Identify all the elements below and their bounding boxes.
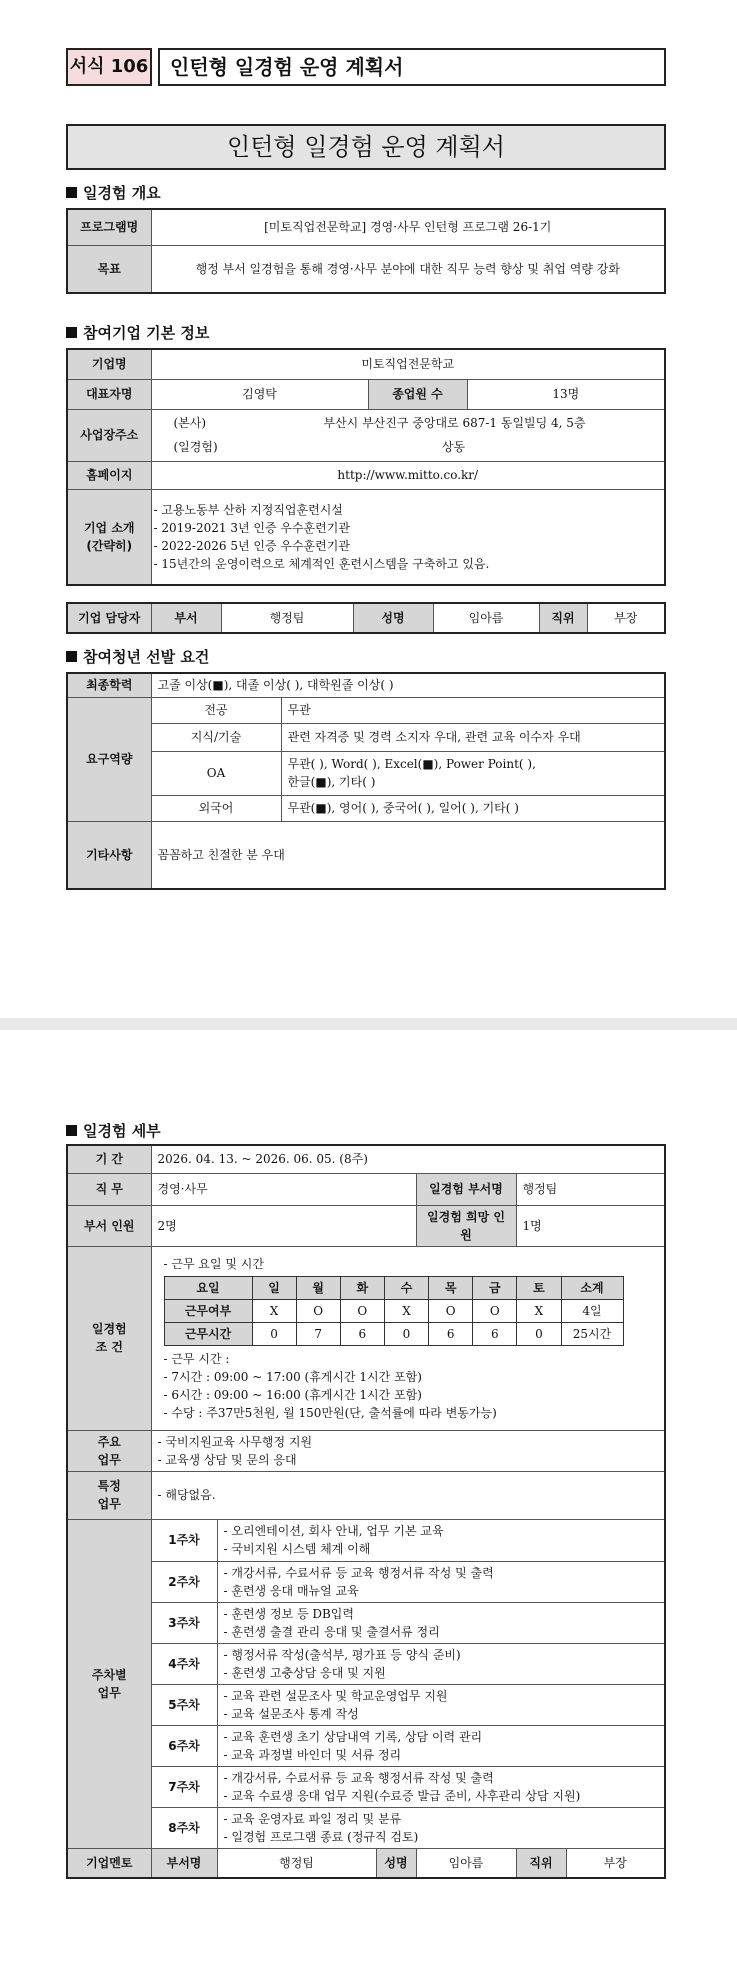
ceo-value: 김영탁 [151,379,368,409]
staff-label: 부서 인원 [67,1205,151,1246]
hq-label: (본사) [173,416,207,430]
lang-label: 외국어 [151,795,281,821]
major-value: 무관 [281,697,665,723]
section-company-heading: 참여기업 기본 정보 [66,322,209,343]
mentor-name-label: 성명 [376,1848,416,1878]
week-label: 8주차 [151,1807,217,1848]
address-label: 사업장주소 [67,409,151,461]
special-duty-value: - 해당없음. [151,1471,665,1519]
section-requirements-heading: 참여청년 선발 요건 [66,646,209,667]
skill-value: 관련 자격증 및 경력 소지자 우대, 관련 교육 이수자 우대 [281,723,665,751]
program-value: [미토직업전문학교] 경영·사무 인턴형 프로그램 26-1기 [151,209,665,245]
schedule-table [164,1276,624,1346]
intro-line: - 2019-2021 3년 인증 우수훈련기관 [153,520,350,535]
dept-value: 행정팀 [516,1173,665,1205]
site-label: (일경험) [173,440,218,454]
address-value [151,409,665,461]
major-label: 전공 [151,697,281,723]
main-duty-label: 주요 업무 [67,1430,151,1471]
manager-name-label: 성명 [353,603,433,633]
period-value: 2026. 04. 13. ~ 2026. 06. 05. (8주) [151,1145,665,1173]
program-label: 프로그램명 [67,209,151,245]
mentor-name-value: 임아름 [416,1848,516,1878]
cond-line: - 7시간 : 09:00 ~ 17:00 (휴게시간 1시간 포함) [163,1369,422,1384]
week-tasks: - 교육 훈련생 초기 상담내역 기록, 상담 이력 관리 - 교육 과정별 바인더 및 서류 정리 [217,1725,665,1766]
goal-label: 목표 [67,245,151,293]
mentor-position-label: 직위 [516,1848,566,1878]
week-tasks: - 행정서류 작성(출석부, 평가표 등 양식 준비) - 훈련생 고충상담 응대 및 지원 [217,1643,665,1684]
employees-label: 종업원 수 [368,379,467,409]
company-name-label: 기업명 [67,349,151,379]
skill-label: 지식/기술 [151,723,281,751]
cond-line: - 근무 시간 : [163,1351,230,1366]
main-title: 인턴형 일경험 운영 계획서 [66,124,666,170]
schedule-row-workdays: 근무여부 X O O X O O X 4일 [164,1299,623,1322]
manager-dept-label: 부서 [151,603,221,633]
week-tasks: - 개강서류, 수료서류 등 교육 행정서류 작성 및 출력 - 교육 수료생 응대 업무 지원(수료증 발급 준비, 사후관리 상담 지원) [217,1766,665,1807]
wish-value: 1명 [516,1205,665,1246]
manager-label: 기업 담당자 [67,603,151,633]
period-label: 기 간 [67,1145,151,1173]
form-title: 인턴형 일경험 운영 계획서 [158,48,666,86]
homepage-label: 홈페이지 [67,461,151,489]
intro-line: - 2022-2026 5년 인증 우수훈련기관 [153,538,350,553]
oa-label: OA [151,751,281,795]
cond-intro: - 근무 요일 및 시간 [163,1256,264,1271]
week-tasks: - 교육 관련 설문조사 및 학교운영업무 지원 - 교육 설문조사 통계 작성 [217,1684,665,1725]
job-value: 경영·사무 [151,1173,416,1205]
schedule-header-row: 요일 일 월 화 수 목 금 토 소계 [164,1276,623,1299]
edu-label: 최종학력 [67,673,151,697]
mentor-position-value: 부장 [566,1848,665,1878]
etc-label: 기타사항 [67,821,151,889]
week-label: 3주차 [151,1602,217,1643]
company-name-value: 미토직업전문학교 [151,349,665,379]
ceo-label: 대표자명 [67,379,151,409]
section-overview-heading: 일경험 개요 [66,182,161,203]
weekly-duty-label: 주차별 업무 [67,1519,151,1848]
main-duty-value: - 국비지원교육 사무행정 지원 - 교육생 상담 및 문의 응대 [151,1430,665,1471]
intro-label: 기업 소개 (간략히) [67,489,151,585]
manager-position-label: 직위 [539,603,587,633]
site-value: 상동 [441,440,466,454]
week-label: 7주차 [151,1766,217,1807]
week-label: 4주차 [151,1643,217,1684]
condition-value [151,1246,665,1430]
cond-line: - 6시간 : 09:00 ~ 16:00 (휴게시간 1시간 포함) [163,1387,422,1402]
week-label: 2주차 [151,1561,217,1602]
job-label: 직 무 [67,1173,151,1205]
special-duty-label: 특정 업무 [67,1471,151,1519]
intro-value [151,489,665,585]
oa-value: 무관( ), Word( ), Excel(■), Power Point( ), 한글(■), 기타( ) [281,751,665,795]
intro-line: - 고용노동부 산하 지정직업훈련시설 [153,502,343,517]
manager-dept-value: 행정팀 [221,603,353,633]
overview-table [66,208,666,294]
week-tasks: - 교육 운영자료 파일 정리 및 분류 - 일경험 프로그램 종료 (정규직 검토) [217,1807,665,1848]
mentor-dept-label: 부서명 [151,1848,217,1878]
goal-value: 행정 부서 일경험을 통해 경영·사무 분야에 대한 직무 능력 향상 및 취업 역량 강화 [151,245,665,293]
form-code: 서식 106 [66,48,152,86]
lang-value: 무관(■), 영어( ), 중국어( ), 일어( ), 기타( ) [281,795,665,821]
competency-label: 요구역량 [67,697,151,821]
week-tasks: - 개강서류, 수료서류 등 교육 행정서류 작성 및 출력 - 훈련생 응대 매뉴얼 교육 [217,1561,665,1602]
schedule-row-hours: 근무시간 0 7 6 0 6 6 0 25시간 [164,1322,623,1345]
section-details-heading: 일경험 세부 [66,1120,161,1141]
homepage-value: http://www.mitto.co.kr/ [151,461,665,489]
week-label: 1주차 [151,1519,217,1561]
hq-value: 부산시 부산진구 중앙대로 687-1 동일빌딩 4, 5층 [323,416,586,430]
week-label: 5주차 [151,1684,217,1725]
page-2 [0,1030,737,1969]
requirements-table [66,672,666,890]
etc-value: 꼼꼼하고 친절한 분 우대 [151,821,665,889]
intro-line: - 15년간의 운영이력으로 체계적인 훈련시스템을 구축하고 있음. [153,556,490,571]
company-table [66,348,666,586]
edu-value: 고졸 이상(■), 대졸 이상( ), 대학원졸 이상( ) [151,673,665,697]
condition-label: 일경험 조 건 [67,1246,151,1430]
week-tasks: - 오리엔테이션, 회사 안내, 업무 기본 교육 - 국비지원 시스템 체계 이해 [217,1519,665,1561]
mentor-dept-value: 행정팀 [217,1848,376,1878]
wish-label: 일경험 희망 인원 [416,1205,516,1246]
manager-position-value: 부장 [587,603,665,633]
week-tasks: - 훈련생 정보 등 DB입력 - 훈련생 출결 관리 응대 및 출결서류 정리 [217,1602,665,1643]
manager-name-value: 임아름 [433,603,539,633]
employees-value: 13명 [467,379,665,409]
week-label: 6주차 [151,1725,217,1766]
dept-label: 일경험 부서명 [416,1173,516,1205]
staff-value: 2명 [151,1205,416,1246]
details-table [66,1144,666,1879]
cond-line: - 수당 : 주37만5천원, 월 150만원(단, 출석률에 따라 변동가능) [163,1405,497,1420]
mentor-label: 기업멘토 [67,1848,151,1878]
manager-table [66,602,666,634]
